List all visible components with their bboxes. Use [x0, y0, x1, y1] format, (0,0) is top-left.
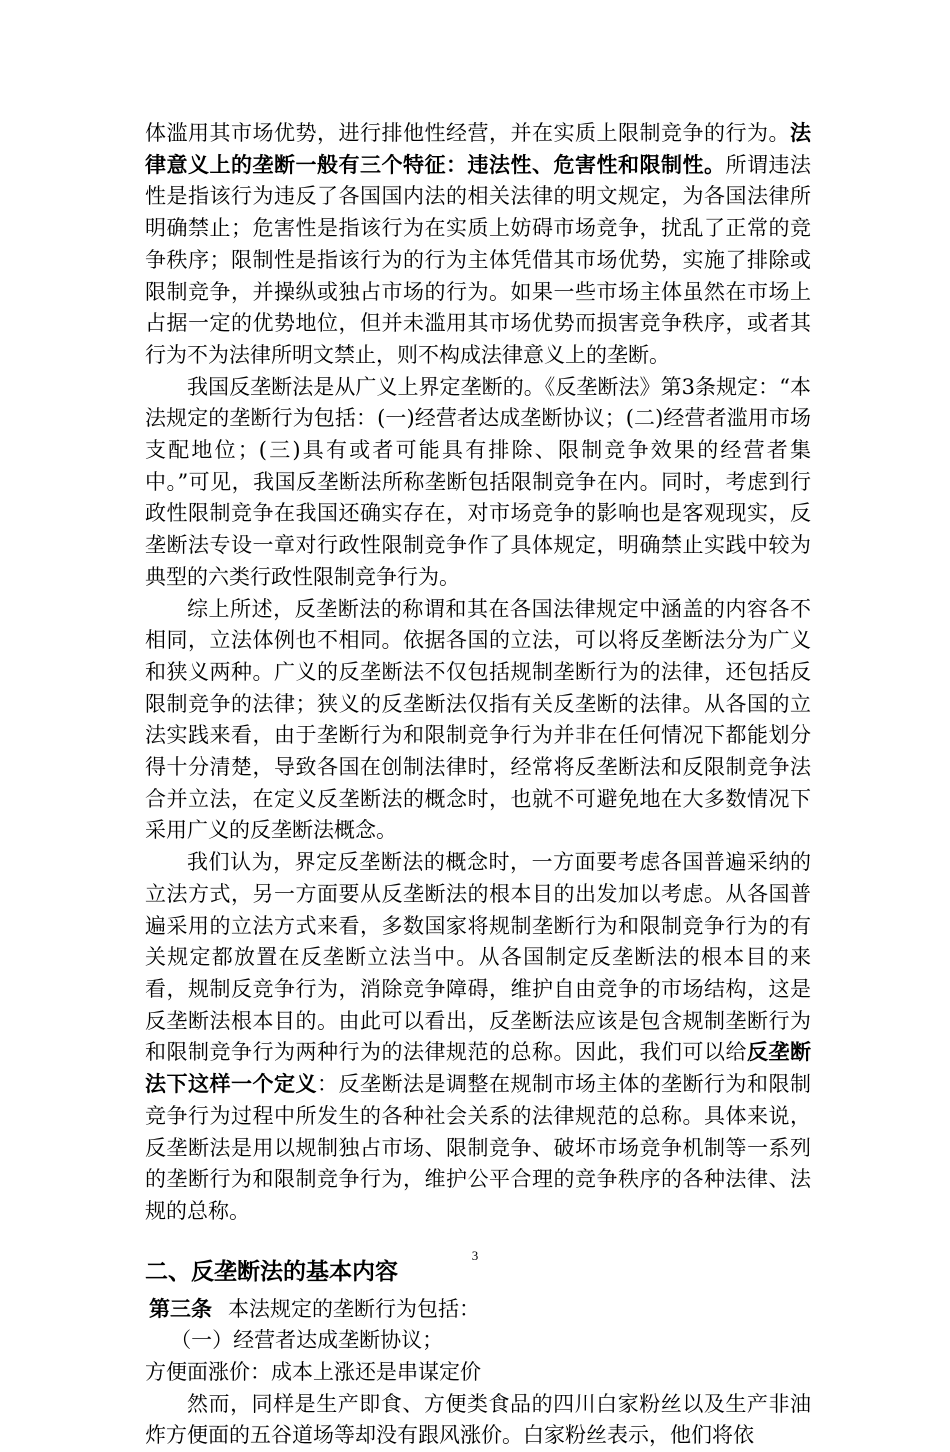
section-heading: 二、反垄断法的基本内容 [145, 1258, 398, 1285]
article-line [145, 1294, 811, 1326]
para4-text-start: 我们认为，界定反垄断法的概念时，一方面要考虑各国普遍采纳的立法方式，另一方面要从反垄断法的根本目的出发加以考虑。从各国普遍采用的立法方式来看，多数国家将规制垄断行为和限制竞争行为的有关规定都放置在反垄断立法当中。从各国制定反垄断法的根本目的来看，规制反竞争行为，消除竞争障碍，维护自由竞争的市场结构，这是反垄断法根本目的。由此可以看出，反垄断法应该是包含规制垄断行为和限制竞争行为两种行为的法律规范的总称。因此，我们可以给 [145, 850, 811, 1065]
page-number: 3 [471, 1248, 479, 1263]
list-item-1: （一）经营者达成垄断协议； [170, 1328, 444, 1353]
para1-text-end: 所谓违法性是指该行为违反了各国国内法的相关法律的明文规定，为各国法律所明确禁止；危害性是指该行为在实质上妨碍市场竞争，扰乱了正常的竞争秩序；限制性是指该行为的行为主体凭借其市场优势，实施了排除或限制竞争，并操纵或独占市场的行为。如果一些市场主体虽然在市场上占据一定的优势地位，但并未滥用其市场优势而损害竞争秩序，或者其行为不为法律所明文禁止，则不构成法律意义上的垄断。 [145, 152, 811, 367]
article-text: 本法规定的垄断行为包括： [228, 1296, 480, 1321]
subtitle-line: 方便面涨价：成本上涨还是串谋定价 [145, 1360, 481, 1385]
para1-text-start: 体滥用其市场优势，进行排他性经营，并在实质上限制竞争的行为。 [145, 121, 790, 145]
article-label: 第三条 [149, 1296, 212, 1321]
paragraph-2: 我国反垄断法是从广义上界定垄断的。《反垄断法》第3条规定：“本法规定的垄断行为包括：(一)经营者达成垄断协议；(二)经营者滥用市场支配地位；(三)具有或者可能具有排除、限制竞争效果的经营者集中。”可见，我国反垄断法所称垄断包括限制竞争在内。同时，考虑到行政性限制竞争在我国还确实存在，对市场竞争的影响也是客观现实，反垄断法专设一章对行政性限制竞争作了具体规定，明确禁止实践中较为典型的六类行政性限制竞争行为。 [145, 374, 811, 589]
paragraph-4 [145, 847, 811, 1227]
para1-bold-statement: 法律意义上的垄断一般有三个特征：违法性、危害性和限制性。 [145, 121, 811, 177]
paragraph-5: 然而，同样是生产即食、方便类食品的四川白家粉丝以及生产非油炸方便面的五谷道场等却没有跟风涨价。白家粉丝表示，他们将依 [145, 1391, 811, 1448]
paragraph-3: 综上所述，反垄断法的称谓和其在各国法律规定中涵盖的内容各不相同，立法体例也不相同。依据各国的立法，可以将反垄断法分为广义和狭义两种。广义的反垄断法不仅包括规制垄断行为的法律，还包括反限制竞争的法律；狭义的反垄断法仅指有关反垄断的法律。从各国的立法实践来看，由于垄断行为和限制竞争行为并非在任何情况下都能划分得十分清楚，导致各国在创制法律时，经常将反垄断法和反限制竞争法合并立法，在定义反垄断法的概念时，也就不可避免地在大多数情况下采用广义的反垄断法概念。 [145, 596, 811, 843]
para4-text-end: ：反垄断法是调整在规制市场主体的垄断行为和限制竞争行为过程中所发生的各种社会关系的法律规范的总称。具体来说，反垄断法是用以规制独占市场、限制竞争、破坏市场竞争机制等一系列的垄断行为和限制竞争行为，维护公平合理的竞争秩序的各种法律、法规的总称。 [145, 1072, 811, 1223]
paragraph-1 [145, 118, 811, 372]
para4-bold-definition: 反垄断法下这样一个定义 [145, 1040, 811, 1097]
